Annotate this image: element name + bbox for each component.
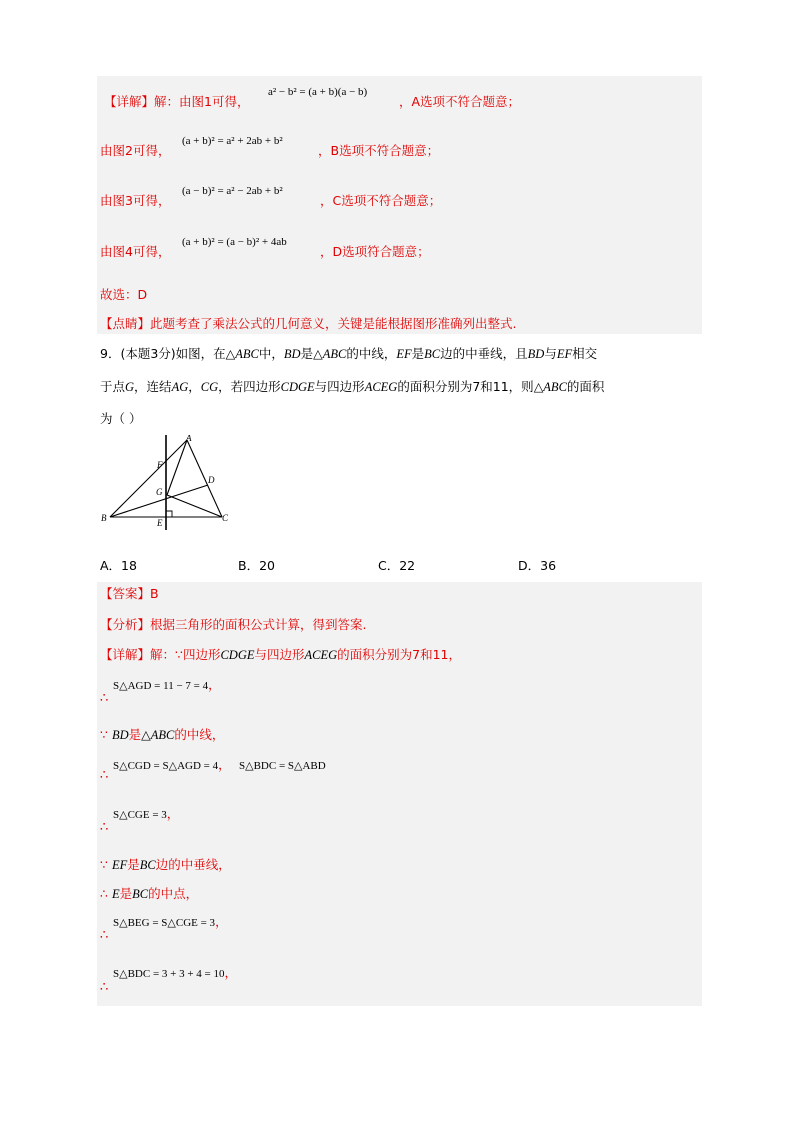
question-line-2: 于点G，连结AG，CG，若四边形CDGE与四边形ACEG的面积分别为7和11，则△ABC的面积 xyxy=(100,379,605,394)
comment-line: 【点睛】此题考查了乘法公式的几何意义，关键是能根据图形准确列出整式. xyxy=(100,316,517,331)
therefore-e-midpoint: ∴ E是BC的中点， xyxy=(100,886,199,901)
eq-s-beg: S△BEG = S△CGE = 3， xyxy=(113,914,228,929)
answer-line: 【答案】B xyxy=(100,586,159,601)
formula-3: (a − b)² = a² − 2ab + b² xyxy=(182,185,283,197)
because-1: ∵ BD是△ABC的中线， xyxy=(100,727,225,742)
formula-2: (a + b)² = a² + 2ab + b² xyxy=(182,135,283,147)
choice-line: 故选：D xyxy=(100,287,148,302)
explanation-line-2-suffix: ，B选项不符合题意； xyxy=(318,143,440,158)
question-line-3: 为（ ） xyxy=(100,411,142,426)
eq-s-cgd: S△CGD = S△AGD = 4， xyxy=(113,757,231,772)
eq-s-bdc-abd: S△BDC = S△ABD xyxy=(239,760,326,772)
therefore-5: ∴ xyxy=(100,980,109,995)
explanation-line-4-suffix: ，D选项符合题意； xyxy=(320,244,430,259)
explanation-line-4: 由图4可得， xyxy=(100,244,171,259)
formula-4: (a + b)² = (a − b)² + 4ab xyxy=(182,236,287,248)
right-angle-mark xyxy=(166,511,172,517)
label-g: G xyxy=(156,487,163,497)
analysis-line: 【分析】根据三角形的面积公式计算，得到答案. xyxy=(100,617,367,632)
eq-s-agd: S△AGD = 11 − 7 = 4， xyxy=(113,677,221,692)
therefore-3: ∴ xyxy=(100,820,109,835)
explanation-line-3-suffix: ，C选项不符合题意； xyxy=(320,193,442,208)
label-c: C xyxy=(222,513,229,523)
label-f: F xyxy=(157,460,163,470)
explanation-line-1: 【详解】解：由图1可得， xyxy=(104,94,250,109)
therefore-4: ∴ xyxy=(100,928,109,943)
because-2: ∵ EF是BC边的中垂线， xyxy=(100,857,231,872)
therefore-1: ∴ xyxy=(100,691,109,706)
option-c[interactable]: C．22 xyxy=(378,558,416,573)
explanation-line-2: 由图2可得， xyxy=(100,143,171,158)
side-ab xyxy=(110,440,187,517)
label-b: B xyxy=(101,513,107,523)
question-line-1: 9．(本题3分)如图，在△ABC中，BD是△ABC的中线，EF是BC边的中垂线，且BD与EF相交 xyxy=(100,346,598,361)
formula-1: a² − b² = (a + b)(a − b) xyxy=(268,86,368,98)
solution-panel xyxy=(97,582,702,1006)
option-b[interactable]: B．20 xyxy=(238,558,275,573)
segment-ag xyxy=(167,440,187,495)
label-a: A xyxy=(186,435,192,443)
option-d[interactable]: D．36 xyxy=(518,558,557,573)
triangle-figure xyxy=(100,435,240,530)
explanation-line-1-suffix: ，A选项不符合题意； xyxy=(399,94,521,109)
label-e: E xyxy=(157,518,163,528)
therefore-2: ∴ xyxy=(100,768,109,783)
label-d: D xyxy=(208,475,215,485)
eq-s-bdc: S△BDC = 3 + 3 + 4 = 10， xyxy=(113,965,238,980)
option-a[interactable]: A．18 xyxy=(100,558,137,573)
eq-s-cge: S△CGE = 3， xyxy=(113,806,180,821)
explanation-line-3: 由图3可得， xyxy=(100,193,171,208)
detail-line: 【详解】解：∵四边形CDGE与四边形ACEG的面积分别为7和11， xyxy=(100,647,462,662)
